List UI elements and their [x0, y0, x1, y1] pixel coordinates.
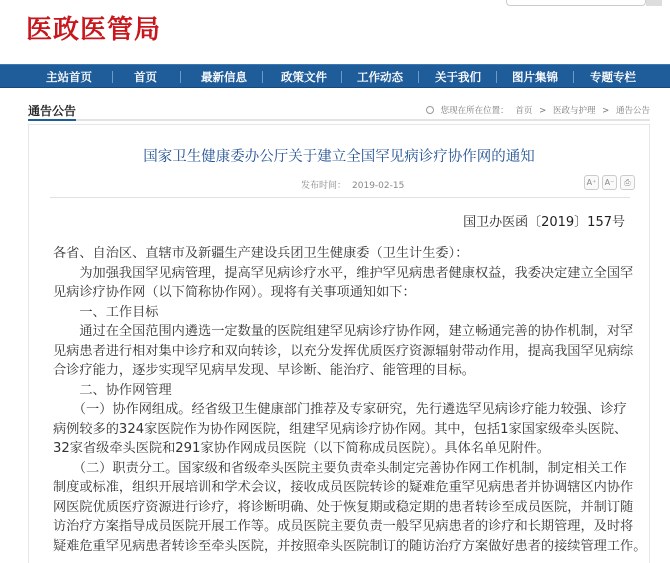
nav-divider — [573, 71, 574, 83]
main-nav — [0, 64, 670, 88]
article-title: 国家卫生健康委办公厅关于建立全国罕见病诊疗协作网的通知 — [143, 149, 535, 165]
breadcrumb-link-home[interactable]: 首页 — [515, 106, 533, 116]
article-panel — [28, 124, 650, 563]
site-logo[interactable]: 医政医管局 — [26, 15, 162, 45]
nav-item-main-home[interactable]: 主站首页 — [46, 70, 92, 84]
body-line: 疑难危重罕见病患者转诊至牵头医院，并按照牵头医院制订的随访治疗方案做好患者的接续管理工作。 — [53, 538, 647, 554]
nav-divider — [112, 71, 113, 83]
body-line: 各省、自治区、直辖市及新疆生产建设兵团卫生健康委（卫生计生委）： — [53, 246, 469, 261]
publish-info — [295, 178, 404, 191]
section-title-underline — [28, 119, 76, 121]
breadcrumb-current: 通告公告 — [615, 106, 650, 116]
breadcrumb — [422, 104, 650, 116]
body-line: 见病诊疗协作网（以下简称协作网）。现将有关事项通知如下： — [53, 285, 416, 300]
nav-item-policy[interactable]: 政策文件 — [281, 70, 327, 84]
body-line: （一）协作网组成。经省级卫生健康部门推荐及专家研究，先行遴选罕见病诊疗能力较强、诊疗 — [53, 402, 627, 417]
nav-divider — [180, 71, 181, 83]
body-line: 二、协作网管理 — [53, 382, 172, 398]
body-line: 制度或标准，组织开展培训和学术会议，接收成员医院转诊的疑难危重罕见病患者并协调辖区内协作 — [53, 480, 634, 495]
nav-divider — [341, 71, 342, 83]
section-header — [28, 100, 650, 121]
print-button[interactable]: ⎙ — [620, 175, 635, 190]
title-divider — [50, 197, 630, 198]
nav-item-topics[interactable]: 专题专栏 — [590, 70, 636, 84]
body-line: 32家省级牵头医院和291家协作网成员医院（以下简称成员医院）。具体名单见附件。 — [53, 441, 550, 456]
nav-divider — [262, 71, 263, 83]
nav-item-gallery[interactable]: 图片集锦 — [512, 70, 558, 84]
body-line: 为加强我国罕见病管理，提高罕见病诊疗水平，维护罕见病患者健康权益，我委决定建立全国罕 — [53, 265, 634, 281]
body-line: 网医院优质医疗资源进行诊疗，将诊断明确、处于恢复期或稳定期的患者转诊至成员医院，并制订随 — [53, 499, 634, 515]
location-icon — [426, 106, 434, 114]
nav-divider — [496, 71, 497, 83]
publish-date-label: 发布时间： — [301, 181, 347, 191]
body-line: （二）职责分工。国家级和省级牵头医院主要负责牵头制定完善协作网工作机制，制定相关工作 — [53, 460, 627, 476]
body-line: 见病患者进行相对集中诊疗和双向转诊，以充分发挥优质医疗资源辐射带动作用，提高我国罕见病综 — [53, 343, 634, 359]
section-title: 通告公告 — [28, 104, 77, 118]
nav-item-latest[interactable]: 最新信息 — [201, 70, 247, 84]
body-line: 访治疗方案指导成员医院开展工作等。成员医院主要负责一般罕见病患者的诊疗和长期管理，及时将 — [53, 519, 634, 534]
breadcrumb-prefix: 您现在所在位置： — [440, 106, 509, 116]
breadcrumb-link-medical-nursing[interactable]: 医政与护理 — [552, 106, 596, 116]
nav-item-home[interactable]: 首页 — [134, 70, 157, 84]
nav-item-work-news[interactable]: 工作动态 — [357, 70, 403, 84]
body-line: 合诊疗能力，逐步实现罕见病早发现、早诊断、能治疗、能管理的目标。 — [53, 363, 475, 378]
font-decrease-button[interactable]: A⁻ — [602, 175, 617, 190]
body-line: 病例较多的324家医院作为协作网医院，组建罕见病诊疗协作网。其中，包括1家国家级牵头医院、 — [53, 421, 628, 437]
nav-divider — [418, 71, 419, 83]
site-header — [0, 0, 670, 62]
body-line: 一、工作目标 — [53, 304, 159, 320]
article-body — [53, 244, 647, 556]
nav-item-about[interactable]: 关于我们 — [435, 70, 481, 84]
document-number: 国卫办医函〔2019〕157号 — [463, 215, 625, 230]
breadcrumb-separator: > — [539, 106, 547, 116]
search-button[interactable] — [646, 0, 662, 6]
font-increase-button[interactable]: A⁺ — [584, 175, 599, 190]
body-line: 通过在全国范围内遴选一定数量的医院组建罕见病诊疗协作网，建立畅通完善的协作机制，对罕 — [53, 324, 634, 339]
search-input[interactable] — [506, 0, 646, 6]
breadcrumb-separator: > — [602, 106, 610, 116]
publish-date: 2019-02-15 — [352, 181, 405, 191]
